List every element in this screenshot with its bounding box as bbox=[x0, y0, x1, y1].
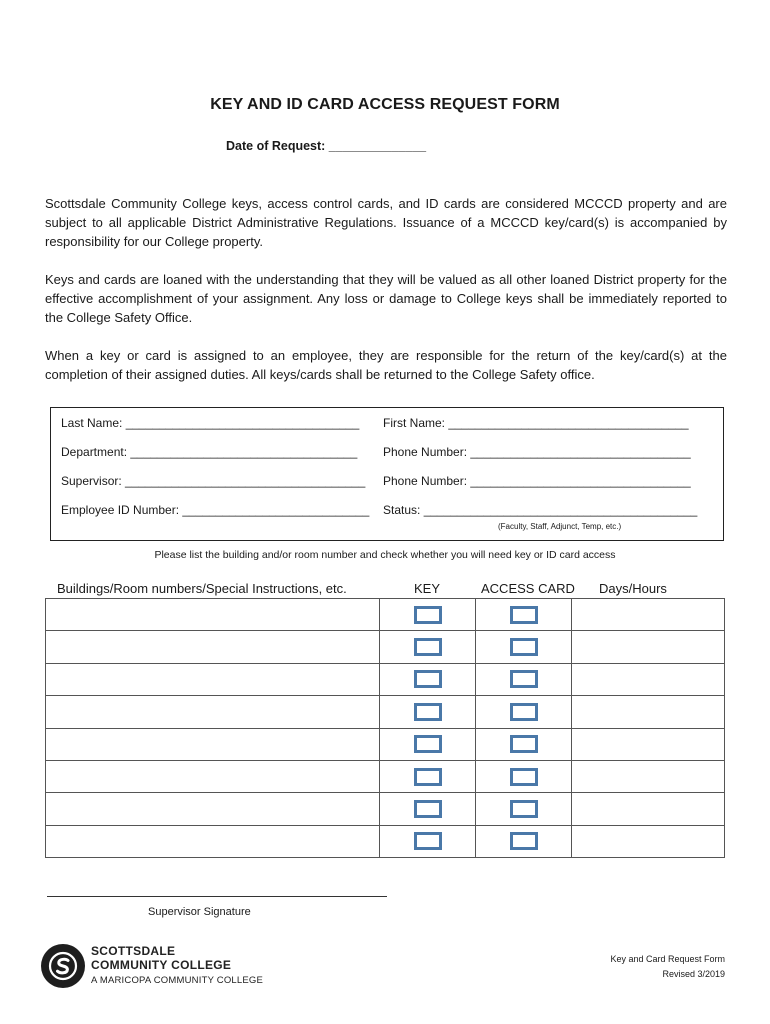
key-checkbox[interactable] bbox=[414, 703, 442, 721]
key-cell bbox=[380, 760, 476, 792]
table-row bbox=[46, 663, 725, 695]
column-header-access-card: ACCESS CARD bbox=[481, 581, 575, 596]
info-row-name bbox=[61, 416, 689, 430]
key-cell bbox=[380, 631, 476, 663]
key-checkbox[interactable] bbox=[414, 735, 442, 753]
employee-id-field[interactable]: Employee ID Number: ____________________________ bbox=[61, 503, 370, 517]
supervisor-signature-line[interactable] bbox=[47, 896, 387, 897]
info-row-supervisor bbox=[61, 474, 691, 488]
key-cell bbox=[380, 696, 476, 728]
form-footer bbox=[610, 952, 725, 982]
last-name-field[interactable]: Last Name: ___________________________________ bbox=[61, 416, 360, 430]
supervisor-field[interactable]: Supervisor: ____________________________________ bbox=[61, 474, 366, 488]
status-field[interactable]: Status: _________________________________________ bbox=[383, 503, 698, 517]
column-header-key: KEY bbox=[414, 581, 441, 596]
access-card-cell bbox=[476, 728, 572, 760]
footer-form-name: Key and Card Request Form bbox=[610, 954, 725, 964]
paragraph-property-policy: Scottsdale Community College keys, access control cards, and ID cards are considered MCCCD property and are subject to all applicable District Administrative Regulations. Issuance of a MCCCD key/card(s) is accompanied by responsibility for our College property. bbox=[45, 196, 727, 249]
key-checkbox[interactable] bbox=[414, 606, 442, 624]
building-room-input[interactable] bbox=[46, 760, 380, 792]
logo-text-line3: A MARICOPA COMMUNITY COLLEGE bbox=[91, 975, 264, 986]
footer-revision: Revised 3/2019 bbox=[662, 969, 725, 979]
days-hours-input[interactable] bbox=[572, 663, 725, 695]
access-card-checkbox[interactable] bbox=[510, 832, 538, 850]
key-cell bbox=[380, 599, 476, 631]
supervisor-signature-label: Supervisor Signature bbox=[148, 906, 251, 918]
access-card-checkbox[interactable] bbox=[510, 800, 538, 818]
date-of-request-field[interactable]: Date of Request: ______________ bbox=[226, 139, 427, 153]
column-header-buildings: Buildings/Room numbers/Special Instructions, etc. bbox=[57, 581, 347, 596]
info-row-employee-id bbox=[61, 503, 698, 517]
supervisor-phone-field[interactable]: Phone Number: _________________________________ bbox=[383, 474, 691, 488]
key-checkbox[interactable] bbox=[414, 800, 442, 818]
table-row bbox=[46, 728, 725, 760]
access-card-cell bbox=[476, 696, 572, 728]
table-row bbox=[46, 599, 725, 631]
column-header-days-hours: Days/Hours bbox=[599, 581, 667, 596]
access-card-checkbox[interactable] bbox=[510, 768, 538, 786]
access-card-cell bbox=[476, 663, 572, 695]
logo-s-icon bbox=[41, 944, 85, 988]
building-room-input[interactable] bbox=[46, 599, 380, 631]
building-room-input[interactable] bbox=[46, 728, 380, 760]
key-cell bbox=[380, 793, 476, 825]
department-field[interactable]: Department: __________________________________ bbox=[61, 445, 358, 459]
key-checkbox[interactable] bbox=[414, 768, 442, 786]
phone-number-field[interactable]: Phone Number: _________________________________ bbox=[383, 445, 691, 459]
days-hours-input[interactable] bbox=[572, 728, 725, 760]
table-row bbox=[46, 793, 725, 825]
access-card-checkbox[interactable] bbox=[510, 606, 538, 624]
logo-text-line1: SCOTTSDALE bbox=[91, 944, 176, 958]
building-room-input[interactable] bbox=[46, 663, 380, 695]
paragraph-loan-terms: Keys and cards are loaned with the understanding that they will be valued as all other loaned District property for the effective accomplishment of your assignment. Any loss or damage to College keys shall be immediately reported to the College Safety Office. bbox=[45, 272, 727, 325]
access-card-checkbox[interactable] bbox=[510, 735, 538, 753]
college-logo bbox=[41, 942, 281, 990]
status-hint: (Faculty, Staff, Adjunct, Temp, etc.) bbox=[498, 522, 622, 531]
table-row bbox=[46, 825, 725, 857]
access-card-cell bbox=[476, 599, 572, 631]
building-room-input[interactable] bbox=[46, 631, 380, 663]
table-row bbox=[46, 631, 725, 663]
table-row bbox=[46, 760, 725, 792]
access-card-cell bbox=[476, 631, 572, 663]
employee-info-box bbox=[50, 407, 724, 541]
table-instruction: Please list the building and/or room number and check whether you will need key or ID card access bbox=[154, 549, 616, 561]
logo-emblem-icon bbox=[41, 944, 85, 988]
days-hours-input[interactable] bbox=[572, 631, 725, 663]
days-hours-input[interactable] bbox=[572, 760, 725, 792]
key-checkbox[interactable] bbox=[414, 670, 442, 688]
info-row-department bbox=[61, 445, 691, 459]
key-checkbox[interactable] bbox=[414, 638, 442, 656]
days-hours-input[interactable] bbox=[572, 599, 725, 631]
form-title: KEY AND ID CARD ACCESS REQUEST FORM bbox=[210, 96, 560, 113]
key-checkbox[interactable] bbox=[414, 832, 442, 850]
key-cell bbox=[380, 825, 476, 857]
access-card-checkbox[interactable] bbox=[510, 703, 538, 721]
key-cell bbox=[380, 663, 476, 695]
building-room-input[interactable] bbox=[46, 825, 380, 857]
paragraph-return-policy: When a key or card is assigned to an employee, they are responsible for the return of the key/card(s) at the completion of their assigned duties. All keys/cards shall be returned to the College Safety office. bbox=[45, 348, 727, 382]
building-room-input[interactable] bbox=[46, 793, 380, 825]
building-room-input[interactable] bbox=[46, 696, 380, 728]
access-request-table bbox=[45, 598, 725, 858]
access-card-cell bbox=[476, 760, 572, 792]
access-card-checkbox[interactable] bbox=[510, 638, 538, 656]
days-hours-input[interactable] bbox=[572, 793, 725, 825]
key-cell bbox=[380, 728, 476, 760]
access-card-checkbox[interactable] bbox=[510, 670, 538, 688]
access-card-cell bbox=[476, 793, 572, 825]
logo-text-line2: COMMUNITY COLLEGE bbox=[91, 958, 232, 972]
days-hours-input[interactable] bbox=[572, 825, 725, 857]
first-name-field[interactable]: First Name: ____________________________________ bbox=[383, 416, 689, 430]
days-hours-input[interactable] bbox=[572, 696, 725, 728]
table-row bbox=[46, 696, 725, 728]
access-card-cell bbox=[476, 825, 572, 857]
